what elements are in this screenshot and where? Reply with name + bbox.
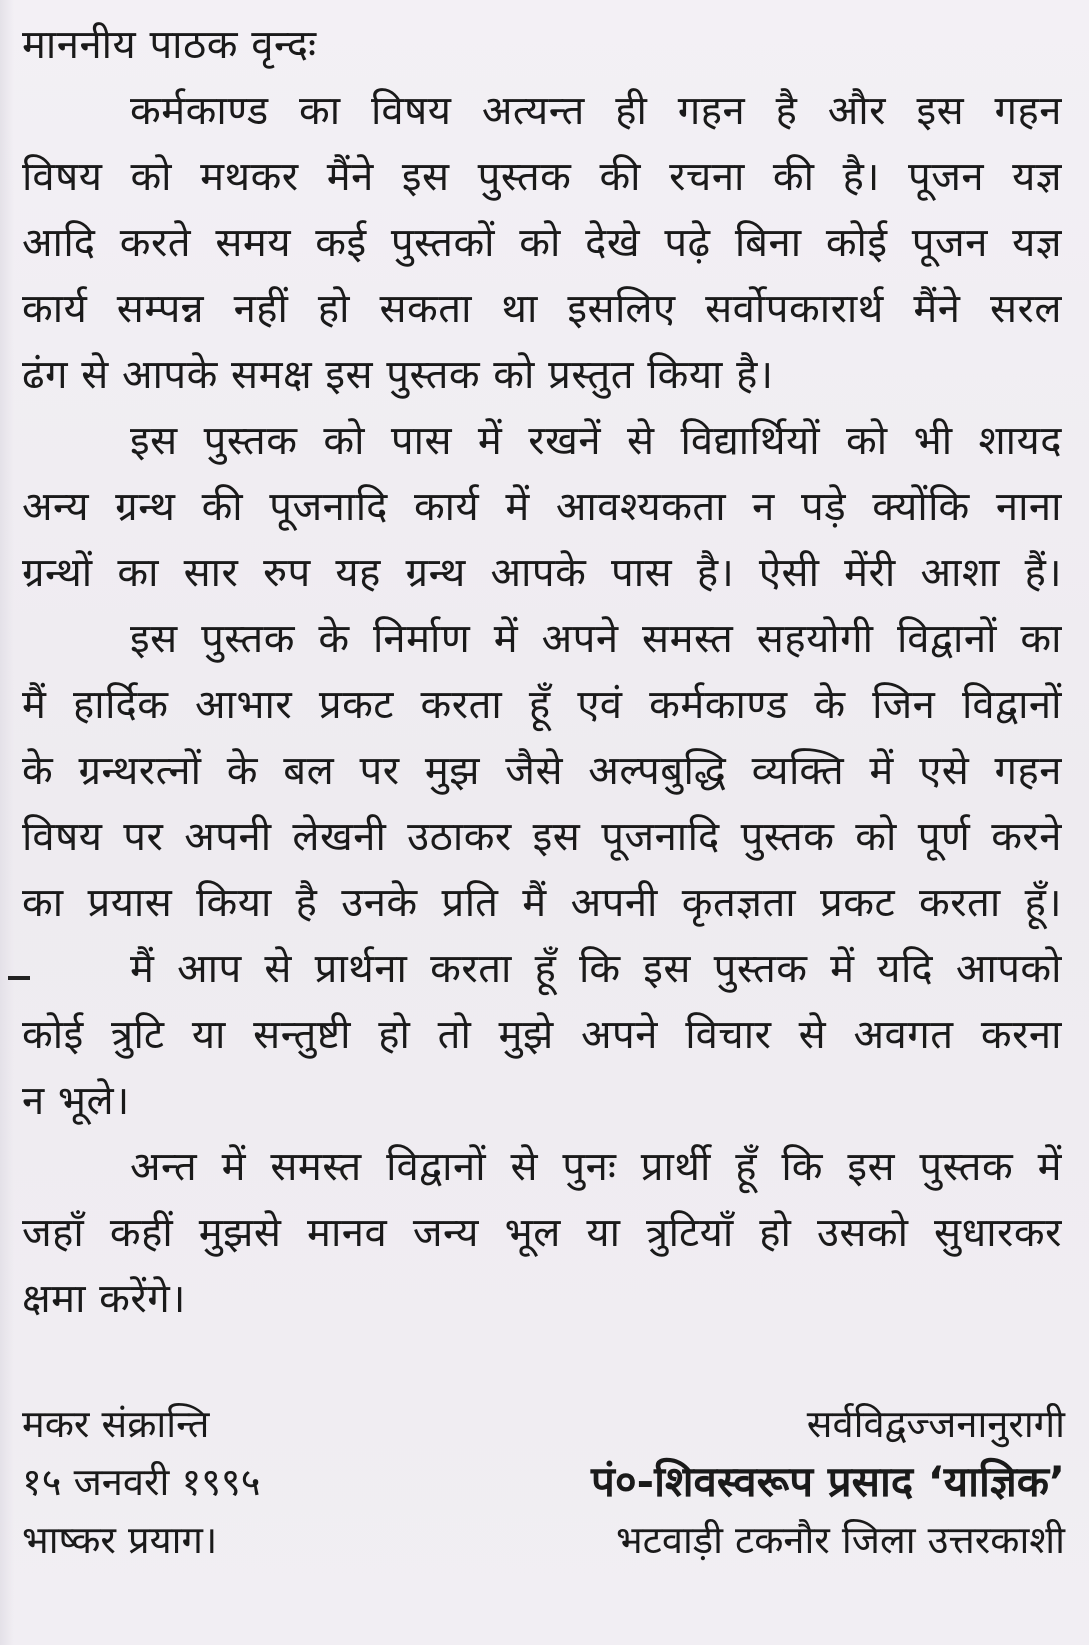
paragraph-1-line-4: कार्य सम्पन्न नहीं हो सकता था इसलिए सर्वोपकारार्थ मैंने सरल	[22, 286, 1062, 332]
paragraph-3-line-4: विषय पर अपनी लेखनी उठाकर इस पूजनादि पुस्तक को पूर्ण करने	[22, 814, 1062, 860]
paragraph-2-line-3: ग्रन्थों का सार रुप यह ग्रन्थ आपके पास है। ऐसी मेंरी आशा हैं।	[22, 550, 1062, 596]
signature-author: पं०-शिवस्वरूप प्रसाद ‘याज्ञिक’	[590, 1457, 1065, 1506]
paragraph-3-line-2: मैं हार्दिक आभार प्रकट करता हूँ एवं कर्मकाण्ड के जिन विद्वानों	[22, 682, 1062, 728]
paragraph-5-line-2: जहाँ कहीं मुझसे मानव जन्य भूल या त्रुटियाँ हो उसको सुधारकर	[22, 1210, 1062, 1256]
paragraph-2-line-1: इस पुस्तक को पास में रखनें से विद्यार्थियों को भी शायद	[130, 418, 1062, 464]
signature-left-block	[22, 1395, 261, 1569]
paragraph-1-line-1: कर्मकाण्ड का विषय अत्यन्त ही गहन है और इस गहन	[130, 88, 1062, 134]
signature-address: भटवाड़ी टकनौर जिला उत्तरकाशी	[615, 1518, 1065, 1562]
margin-dash-mark	[8, 976, 30, 980]
paragraph-4-line-2: कोई त्रुटि या सन्तुष्टी हो तो मुझे अपने विचार से अवगत करना	[22, 1012, 1062, 1058]
paragraph-5-line-3: क्षमा करेंगे।	[22, 1276, 186, 1322]
signature-date: १५ जनवरी १९९५	[22, 1460, 261, 1504]
paragraph-3-line-5: का प्रयास किया है उनके प्रति मैं अपनी कृतज्ञता प्रकट करता हूँ।	[22, 880, 1062, 926]
signature-epithet: सर्वविद्वज्जनानुरागी	[806, 1402, 1065, 1446]
signature-place: भाष्कर प्रयाग।	[22, 1518, 218, 1562]
paragraph-1-line-5: ढंग से आपके समक्ष इस पुस्तक को प्रस्तुत किया है।	[22, 352, 774, 398]
page-edge-shadow	[0, 0, 14, 1645]
paragraph-5-line-1: अन्त में समस्त विद्वानों से पुनः प्रार्थी हूँ कि इस पुस्तक में	[130, 1144, 1062, 1190]
paragraph-2-line-2: अन्य ग्रन्थ की पूजनादि कार्य में आवश्यकता न पड़े क्योंकि नाना	[22, 484, 1062, 530]
salutation: माननीय पाठक वृन्दः	[22, 22, 317, 68]
signature-right-block	[591, 1395, 1065, 1569]
paragraph-3-line-1: इस पुस्तक के निर्माण में अपने समस्त सहयोगी विद्वानों का	[130, 616, 1062, 662]
paragraph-4-line-1: मैं आप से प्रार्थना करता हूँ कि इस पुस्तक में यदि आपको	[130, 946, 1062, 992]
paragraph-3-line-3: के ग्रन्थरत्नों के बल पर मुझ जैसे अल्पबुद्धि व्यक्ति में एसे गहन	[22, 748, 1062, 794]
paragraph-4-line-3: न भूले।	[22, 1078, 130, 1124]
paragraph-1-line-3: आदि करते समय कई पुस्तकों को देखे पढ़े बिना कोई पूजन यज्ञ	[22, 220, 1062, 266]
paragraph-1-line-2: विषय को मथकर मैंने इस पुस्तक की रचना की है। पूजन यज्ञ	[22, 154, 1062, 200]
signature-occasion: मकर संक्रान्ति	[22, 1402, 210, 1446]
